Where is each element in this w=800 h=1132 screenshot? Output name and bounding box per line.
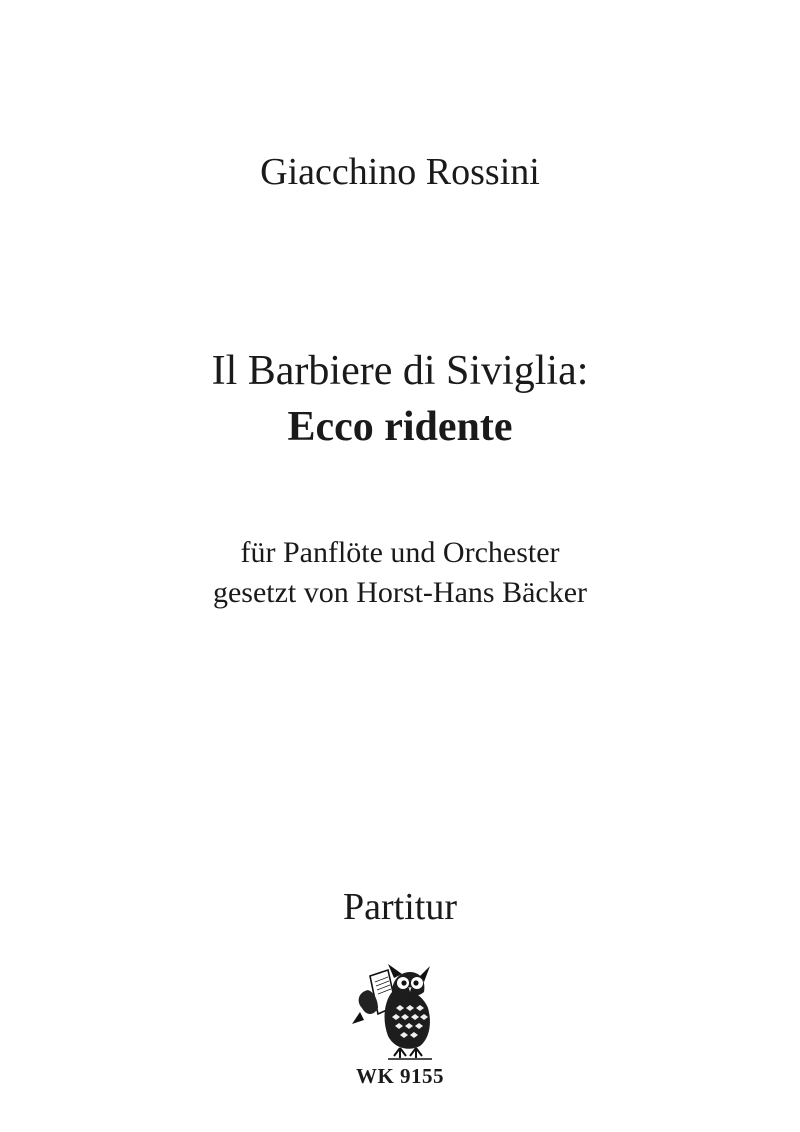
composer-name: Giacchino Rossini xyxy=(260,151,540,193)
instrumentation: für Panflöte und Orchester xyxy=(240,536,560,569)
score-type-label: Partitur xyxy=(343,886,457,928)
owl-with-score-icon xyxy=(348,962,452,1062)
arranger-credit: gesetzt von Horst-Hans Bäcker xyxy=(212,576,588,609)
catalog-number: WK 9155 xyxy=(355,1064,445,1088)
aria-title: Ecco ridente xyxy=(287,404,513,450)
opera-title: Il Barbiere di Siviglia: xyxy=(211,348,589,394)
